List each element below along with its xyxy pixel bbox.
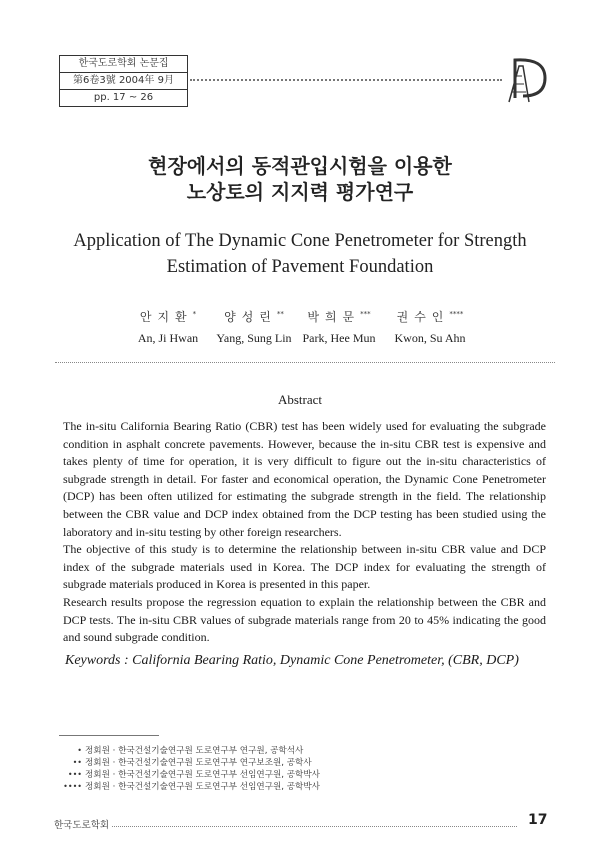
english-title-line-1: Application of The Dynamic Cone Penetrometer for Strength [73,231,527,251]
header-dotted-line [190,79,502,81]
author-4-en: Kwon, Su Ahn [394,331,466,345]
author-4-kr: 권수인 [396,310,450,324]
english-title-line-2: Estimation of Pavement Foundation [166,257,434,277]
author-2-en: Yang, Sung Lin [216,331,292,345]
author-4 [370,308,490,346]
korean-title-line-2: 노상토의 지지력 평가연구 [186,180,414,204]
footer-society: 한국도로학회 [54,820,110,831]
footnote-4-text: 정회원 · 한국건설기술연구원 도로연구부 선임연구원, 공학박사 [85,782,320,792]
abstract-body [63,418,546,647]
section-separator [55,362,555,363]
footnote-rule [59,735,159,736]
keywords: Keywords : California Bearing Ratio, Dynamic Cone Penetrometer, (CBR, DCP) [65,653,519,668]
author-4-mark: **** [449,310,464,318]
footnote-1-text: 정회원 · 한국건설기술연구원 도로연구부 연구원, 공학석사 [85,746,304,756]
author-3-en: Park, Hee Mun [302,331,376,345]
footnote-2-text: 정회원 · 한국건설기술연구원 도로연구부 연구보조원, 공학사 [85,758,312,768]
page-footer [0,812,600,832]
korean-title-line-1: 현장에서의 동적관입시험을 이용한 [148,154,452,178]
journal-info-box [59,55,188,107]
footnote-1-mark: • [77,746,82,755]
footnote-3-mark: ••• [67,770,82,779]
footnote-4-mark: •••• [63,782,82,791]
footnote-2 [58,757,358,769]
journal-name: 한국도로학회 논문집 [60,56,187,73]
author-2-kr: 양성린 [224,310,277,324]
author-list [0,308,600,348]
author-1-kr: 안지환 [139,310,193,324]
abstract-paragraph-3: Research results propose the regression equation to explain the relationship between the CBR and DCP tests. The in-situ CBR values of subgrade materials range from 20 to 45% indicating the good and sound subgrade condition. [63,594,546,645]
author-2-mark: ** [276,310,284,318]
footnote-3 [58,769,358,781]
journal-pages: pp. 17 ~ 26 [93,92,154,103]
author-3-kr: 박희문 [307,310,361,324]
footnote-2-mark: •• [72,758,82,767]
page-number: 17 [528,812,548,828]
author-1-mark: * [192,310,197,318]
author-3-mark: *** [360,310,371,318]
footnote-4 [58,781,358,793]
footnote-3-text: 정회원 · 한국건설기술연구원 도로연구부 선임연구원, 공학박사 [85,770,320,780]
abstract-paragraph-2: The objective of this study is to determine the relationship between in-situ CBR value and DCP index of the subgrade materials used in Korea. The DCP index for evaluating the strength of subgrade materials produced in Korea is presented in this paper. [63,542,546,592]
society-logo-icon [505,52,551,104]
author-1-en: An, Ji Hwan [137,331,199,345]
journal-issue: 第6卷3號 2004年 9月 [60,73,187,90]
footnote-list [58,745,358,793]
abstract-heading: Abstract [277,392,323,407]
footer-dotted-line [112,826,517,827]
abstract-paragraph-1: The in-situ California Bearing Ratio (CBR) test has been widely used for evaluating the subgrade condition in asphalt concrete pavements. However, because the in-situ CBR test is expensive and takes plenty of time for operation, it is very difficult to figure out the in-situ characteristics of subgrade strength in detail. For faster and economical operation, the Dynamic Cone Penetrometer (DCP) has been often utilized for estimating the subgrade strength in the field. The relationship between the CBR value and DCP index obtained from the DCP testing has been studied using the laboratory and in-situ testing by other foreign researchers. [63,419,546,539]
footnote-1 [58,745,358,757]
